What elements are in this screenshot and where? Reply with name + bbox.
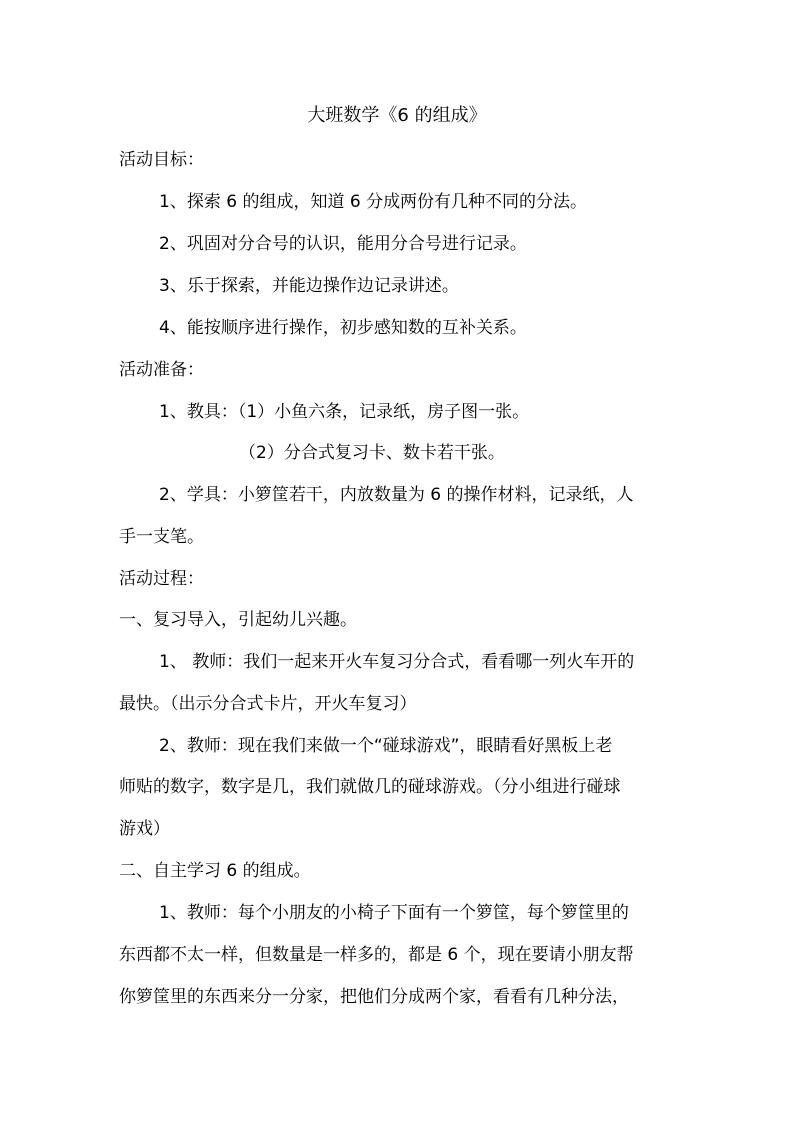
preparation-item: 1、教具：（1）小鱼六条，记录纸，房子图一张。	[159, 402, 530, 422]
section-heading-goals: 活动目标：	[119, 150, 204, 170]
process-paragraph: 2、教师：现在我们来做一个“碰球游戏”，眼睛看好黑板上老	[159, 736, 613, 756]
process-step-heading: 二、自主学习 6 的组成。	[119, 861, 311, 881]
goal-item: 3、乐于探索，并能边操作边记录讲述。	[159, 276, 459, 296]
section-heading-preparation: 活动准备：	[119, 360, 204, 380]
goal-item: 2、巩固对分合号的认识，能用分合号进行记录。	[159, 234, 527, 254]
preparation-subitem: （2）分合式复习卡、数卡若干张。	[239, 443, 505, 463]
document-title: 大班数学《6 的组成》	[307, 105, 487, 126]
preparation-item-continued: 手一支笔。	[119, 527, 204, 547]
process-paragraph-continued: 东西都不太一样，但数量是一样多的，都是 6 个，现在要请小朋友帮	[119, 945, 634, 965]
goal-item: 1、探索 6 的组成，知道 6 分成两份有几种不同的分法。	[159, 192, 588, 212]
process-paragraph: 1、 教师：我们一起来开火车复习分合式，看看哪一列火车开的	[159, 652, 635, 672]
process-step-heading: 一、复习导入，引起幼儿兴趣。	[119, 610, 357, 630]
goal-item: 4、能按顺序进行操作，初步感知数的互补关系。	[159, 318, 527, 338]
process-paragraph-continued: 最快。（出示分合式卡片，开火车复习）	[119, 694, 417, 714]
section-heading-process: 活动过程：	[119, 569, 204, 589]
process-paragraph-continued: 游戏）	[119, 819, 170, 839]
preparation-item: 2、学具：小箩筐若干，内放数量为 6 的操作材料，记录纸，人	[159, 485, 634, 505]
process-paragraph-continued: 师贴的数字，数字是几，我们就做几的碰球游戏。（分小组进行碰球	[119, 777, 621, 797]
process-paragraph-continued: 你箩筐里的东西来分一分家，把他们分成两个家，看看有几种分法，	[119, 987, 629, 1007]
process-paragraph: 1、教师：每个小朋友的小椅子下面有一个箩筐，每个箩筐里的	[159, 903, 629, 923]
